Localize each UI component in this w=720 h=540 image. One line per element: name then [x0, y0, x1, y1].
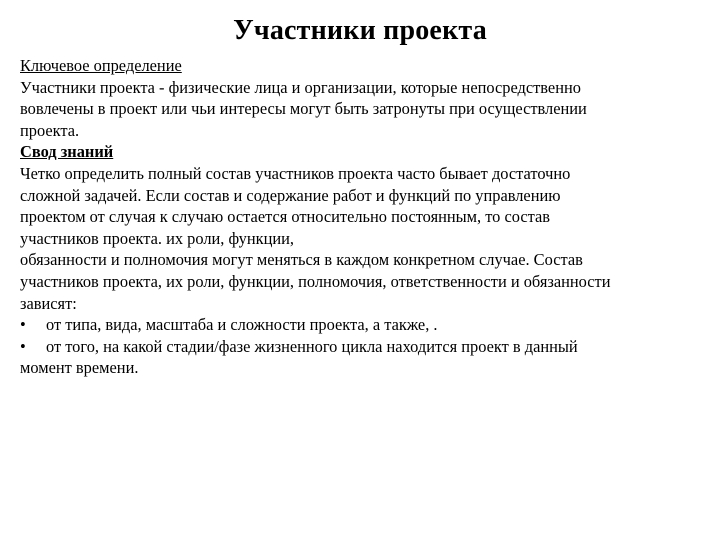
body-line: проектом от случая к случаю остается относительно постоянным, то состав — [20, 207, 550, 227]
definition-line: проекта. — [20, 120, 80, 140]
slide-body — [20, 55, 710, 379]
bullet-text: от типа, вида, масштаба и сложности проекта, а также, . — [46, 315, 438, 335]
body-line: Четко определить полный состав участников проекта часто бывает достаточно — [20, 163, 571, 183]
slide-title: Участники проекта — [233, 15, 487, 46]
bullet-continuation: момент времени. — [20, 358, 139, 378]
body-line: сложной задачей. Если состав и содержание работ и функций по управлению — [20, 185, 561, 205]
body-line: зависят: — [20, 293, 77, 313]
bullet-item — [20, 336, 710, 358]
bullet-marker: • — [20, 336, 26, 356]
body-line: участников проекта, их роли, функции, полномочия, ответственности и обязанности — [20, 271, 611, 291]
bullet-marker: • — [20, 315, 26, 335]
definition-line: Участники проекта - физические лица и организации, которые непосредственно — [20, 77, 581, 97]
knowledge-heading: Свод знаний — [20, 142, 114, 162]
key-definition-heading: Ключевое определение — [20, 56, 182, 75]
body-line: участников проекта. их роли, функции, — [20, 228, 295, 248]
bullet-item — [20, 314, 710, 336]
bullet-text: от того, на какой стадии/фазе жизненного цикла находится проект в данный — [46, 336, 578, 356]
definition-line: вовлечены в проект или чьи интересы могут быть затронуты при осуществлении — [20, 99, 587, 119]
body-line: обязанности и полномочия могут меняться в каждом конкретном случае. Состав — [20, 250, 583, 270]
